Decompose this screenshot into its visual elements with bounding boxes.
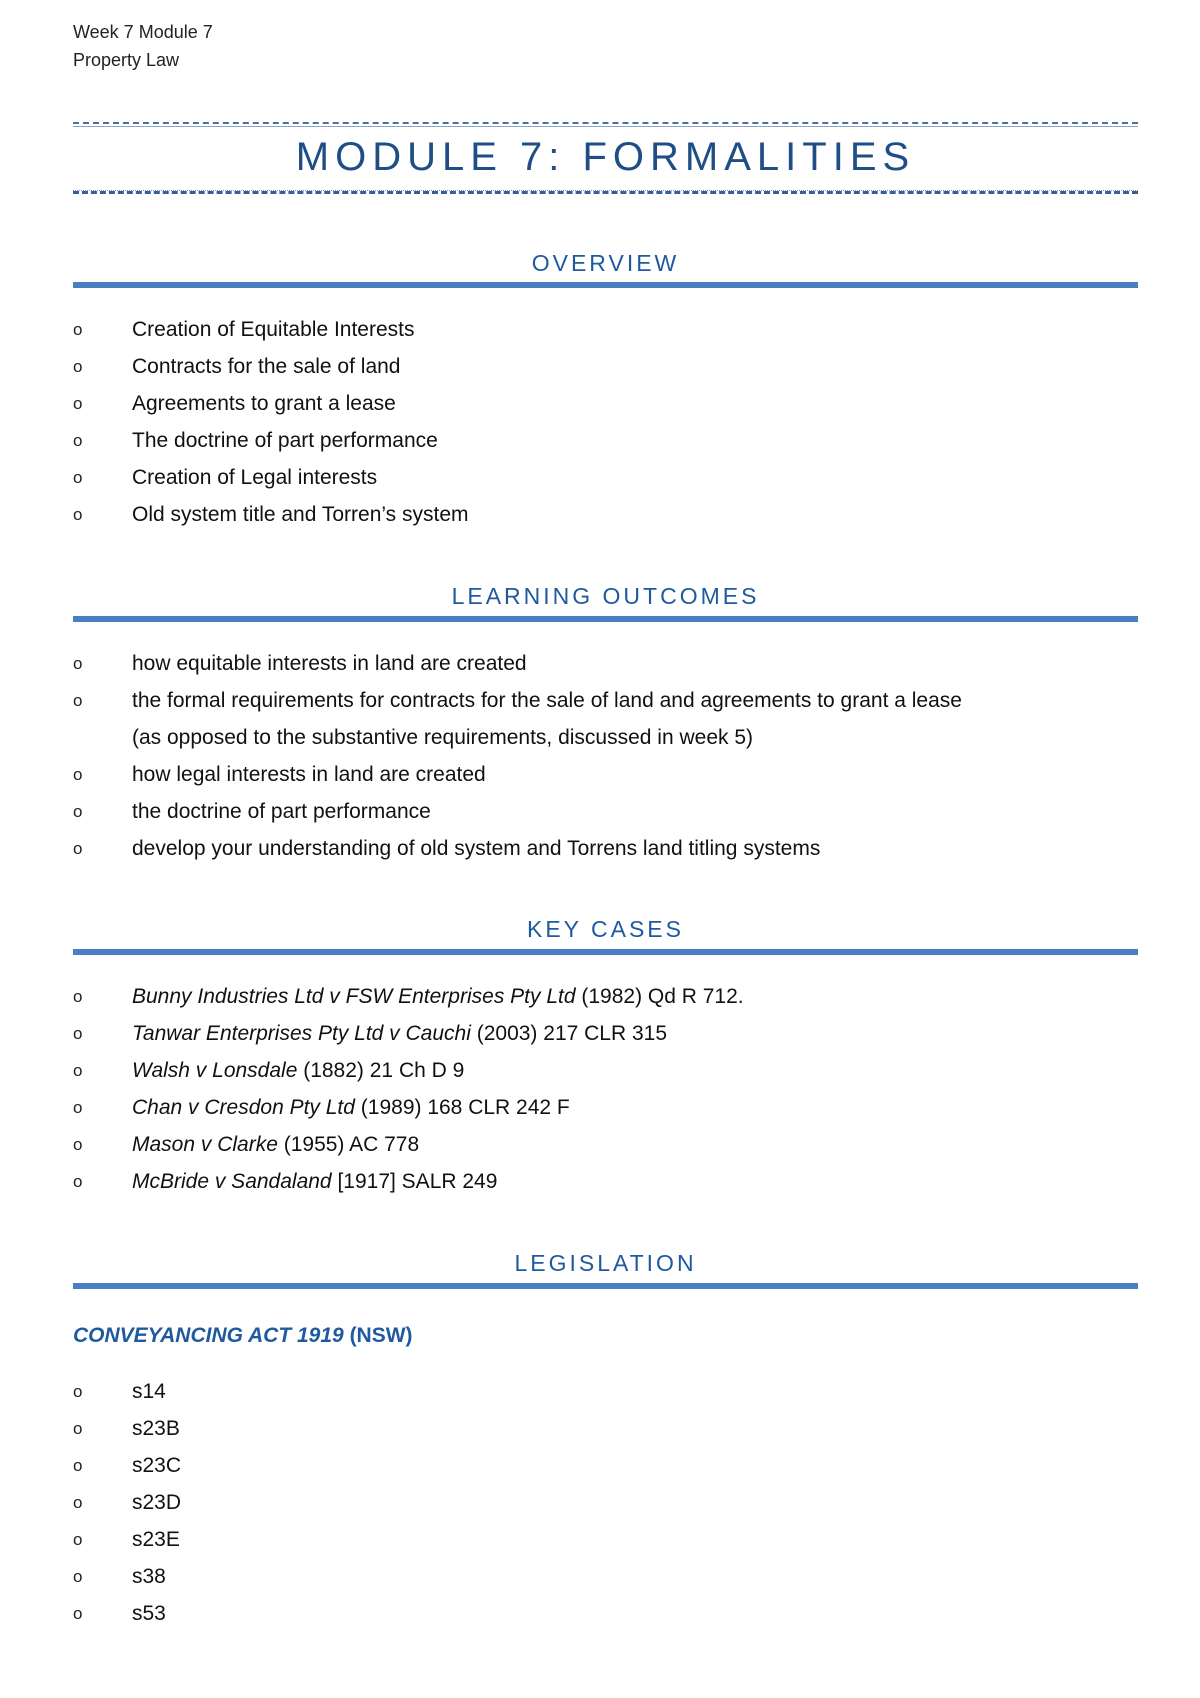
case-citation: (1882) 21 Ch D 9 [297,1059,465,1082]
section-number: s23D [132,1491,182,1514]
bullet-icon: o [73,765,83,784]
list-item-text: how equitable interests in land are created [132,652,527,675]
list-item [73,422,1138,459]
header-subject: Property Law [73,50,180,70]
section-item [73,1484,1138,1521]
list-item [73,830,1138,867]
bullet-icon: o [73,320,83,339]
overview-rule [73,282,1138,288]
case-citation: [1917] SALR 249 [331,1170,498,1193]
list-item-text: Creation of Equitable Interests [132,318,415,341]
bullet-icon: o [73,691,83,710]
case-name: Walsh v Lonsdale [132,1059,298,1082]
section-number: s23B [132,1417,180,1440]
bullet-icon: o [73,1567,83,1586]
case-item [73,1052,1138,1089]
list-item-text: Contracts for the sale of land [132,355,401,378]
section-item [73,1410,1138,1447]
case-item [73,1163,1138,1200]
case-citation: (1955) AC 778 [277,1133,420,1156]
bullet-icon: o [73,394,83,413]
title-top-divider [73,122,1138,124]
section-number: s38 [132,1565,166,1588]
section-number: s53 [132,1602,166,1625]
bullet-icon: o [73,1024,83,1043]
list-item [73,348,1138,385]
key-cases-list [73,978,1138,1200]
case-name: Tanwar Enterprises Pty Ltd v Cauchi [132,1022,471,1045]
page-title: MODULE 7: FORMALITIES [295,135,916,179]
bullet-icon: o [73,1135,83,1154]
learning-outcomes-heading: LEARNING OUTCOMES [451,583,760,609]
case-item [73,1126,1138,1163]
title-bottom-divider [73,191,1138,194]
section-item [73,1558,1138,1595]
case-citation: (1989) 168 CLR 242 F [354,1096,570,1119]
list-item [73,311,1138,348]
list-item-text: Creation of Legal interests [132,466,378,489]
case-name: McBride v Sandaland [132,1170,332,1193]
bullet-icon: o [73,505,83,524]
list-item-text: develop your understanding of old system and Torrens land titling systems [132,837,821,860]
list-item [73,496,1138,533]
section-item [73,1447,1138,1484]
title-band [73,122,1138,194]
case-citation: (2003) 217 CLR 315 [470,1022,668,1045]
list-item-text: how legal interests in land are created [132,763,486,786]
list-item-text: The doctrine of part performance [132,429,438,452]
overview-heading: OVERVIEW [531,250,680,276]
bullet-icon: o [73,357,83,376]
list-item [73,459,1138,496]
section-item [73,1595,1138,1632]
bullet-icon: o [73,1456,83,1475]
bullet-icon: o [73,654,83,673]
bullet-icon: o [73,1098,83,1117]
bullet-icon: o [73,1493,83,1512]
learning-outcomes-rule [73,616,1138,622]
case-item [73,1015,1138,1052]
case-name: Mason v Clarke [132,1133,278,1156]
case-item [73,978,1138,1015]
bullet-icon: o [73,1419,83,1438]
bullet-icon: o [73,431,83,450]
act-title [73,1324,413,1348]
act-name: CONVEYANCING ACT 1919 [73,1324,344,1347]
list-item-text: the doctrine of part performance [132,800,431,823]
legislation-sections-list [73,1373,1138,1632]
legislation-heading: LEGISLATION [514,1250,697,1276]
list-item-text: Agreements to grant a lease [132,392,396,415]
bullet-icon: o [73,987,83,1006]
case-name: Bunny Industries Ltd v FSW Enterprises Pty Ltd [132,985,576,1008]
bullet-icon: o [73,468,83,487]
bullet-icon: o [73,1382,83,1401]
bullet-icon: o [73,1061,83,1080]
case-item [73,1089,1138,1126]
section-number: s23C [132,1454,182,1477]
page-header [73,18,213,74]
header-week-module: Week 7 Module 7 [73,22,213,42]
list-item [73,385,1138,422]
list-item-text: Old system title and Torren’s system [132,503,469,526]
list-item [73,793,1138,830]
key-cases-rule [73,949,1138,955]
section-item [73,1373,1138,1410]
list-item [73,756,1138,793]
learning-outcomes-list [73,645,1138,867]
section-item [73,1521,1138,1558]
list-item [73,645,1138,682]
case-name: Chan v Cresdon Pty Ltd [132,1096,355,1119]
section-number: s14 [132,1380,166,1403]
case-citation: (1982) Qd R 712. [575,985,744,1008]
bullet-icon: o [73,802,83,821]
bullet-icon: o [73,839,83,858]
legislation-rule [73,1283,1138,1289]
act-jurisdiction: (NSW) [343,1324,413,1347]
overview-list [73,311,1138,533]
list-item [73,682,1138,756]
key-cases-heading: KEY CASES [527,916,684,942]
section-number: s23E [132,1528,180,1551]
list-item-text: the formal requirements for contracts for the sale of land and agreements to grant a lease (as opposed to the substantive requirements, discussed in week 5) [132,689,962,749]
bullet-icon: o [73,1172,83,1191]
bullet-icon: o [73,1530,83,1549]
bullet-icon: o [73,1604,83,1623]
